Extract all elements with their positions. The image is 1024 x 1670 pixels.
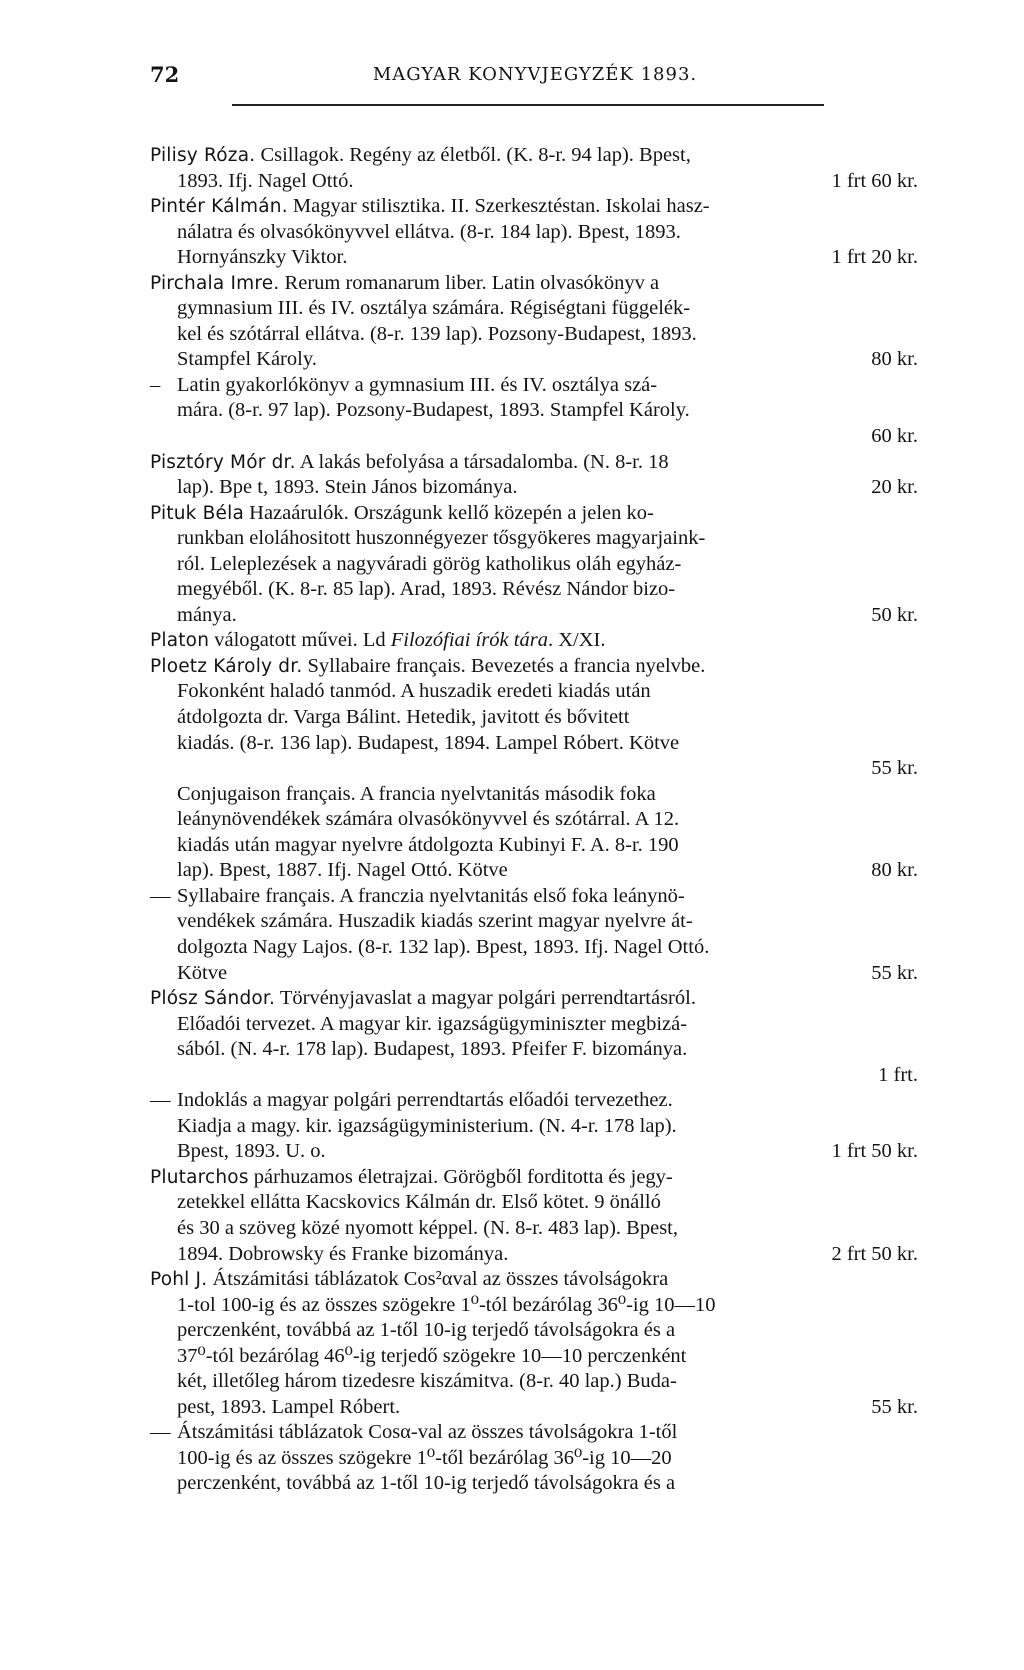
entry-line	[150, 194, 918, 220]
entry-line	[150, 1114, 918, 1140]
entry-text: Indoklás a magyar polgári perrendtartás előadói tervezethez.	[177, 1089, 673, 1112]
entry-author: Pilisy Róza.	[150, 145, 256, 166]
entry-text: A lakás befolyása a társadalomba. (N. 8-r. 18	[295, 450, 669, 473]
entry-text: megyéből. (K. 8-r. 85 lap). Arad, 1893. Révész Nándor bizo-	[177, 578, 676, 601]
entry-line	[150, 1216, 918, 1242]
entry-line	[150, 654, 918, 680]
entry-line	[150, 1471, 918, 1497]
entry-line	[150, 961, 918, 987]
price: 1 frt 60 kr.	[831, 169, 918, 192]
entry-text: Syllabaire français. A franczia nyelvtanitás első foka leánynö-	[177, 884, 685, 907]
dash-mark: —	[150, 884, 171, 907]
entry-line	[150, 858, 918, 884]
entry-line	[150, 271, 918, 297]
entry-line	[150, 296, 918, 322]
entry-line	[150, 679, 918, 705]
entry-text: kiadás után magyar nyelvre átdolgozta Kubinyi F. A. 8-r. 190	[177, 833, 679, 856]
price: 2 frt 50 kr.	[831, 1242, 918, 1265]
entry-text: 1893. Ifj. Nagel Ottó.	[177, 169, 354, 192]
entry-line	[150, 1344, 918, 1370]
entry-author: Pisztóry Mór dr.	[150, 451, 296, 473]
entry-text: perczenként, továbbá az 1-től 10-ig terjedő távolságokra és a	[177, 1319, 676, 1342]
entry-line	[150, 1012, 918, 1038]
entry-text: Hornyánszky Viktor.	[177, 246, 348, 269]
entry-line	[150, 756, 918, 782]
entry-text: Átszámitási táblázatok Cos²αval az összes távolságokra	[207, 1268, 669, 1291]
entry-text: . X/XI.	[547, 629, 606, 652]
entry-line	[150, 909, 918, 935]
price: 1 frt.	[878, 1063, 918, 1086]
entry-line	[150, 1242, 918, 1268]
entry-line	[150, 322, 918, 348]
entry-text: Magyar stilisztika. II. Szerkesztéstan. Iskolai hasz-	[287, 195, 710, 218]
entry-line	[150, 1318, 918, 1344]
entry-text: Bpest, 1893. U. o.	[177, 1140, 326, 1163]
entry-line	[150, 450, 918, 476]
entry-text: Kiadja a magy. kir. igazságügyministerium. (N. 4-r. 178 lap).	[177, 1114, 677, 1137]
entry-text: vendékek számára. Huszadik kiadás szerint magyar nyelvre át-	[177, 910, 693, 933]
bibliography-entries	[150, 143, 918, 1497]
entry-line	[150, 782, 918, 808]
entry-text: Latin gyakorlókönyv a gymnasium III. és IV. osztálya szá-	[177, 373, 658, 396]
entry-line	[150, 398, 918, 424]
entry-line	[150, 245, 918, 271]
entry-text: 100-ig és az összes szögekre 1⁰-től bezárólag 36⁰-ig 10—20	[177, 1446, 672, 1469]
entry-text: lap). Bpest, 1887. Ifj. Nagel Ottó. Kötve	[177, 859, 508, 882]
entry-text: kel és szótárral ellátva. (8-r. 139 lap). Pozsony-Budapest, 1893.	[177, 322, 697, 345]
entry-line	[150, 347, 918, 373]
entry-text: válogatott művei. Ld	[209, 629, 391, 652]
entry-text: leánynövendékek számára olvasókönyvvel és szótárral. A 12.	[177, 808, 680, 831]
entry-line	[150, 1293, 918, 1319]
page-number: 72	[150, 62, 180, 87]
entry-line	[150, 807, 918, 833]
entry-text: és 30 a szöveg közé nyomott képpel. (N. 8-r. 483 lap). Bpest,	[177, 1216, 678, 1239]
entry-text: Rerum romanarum liber. Latin olvasókönyv a	[279, 271, 660, 294]
entry-text: kiadás. (8-r. 136 lap). Budapest, 1894. Lampel Róbert. Kötve	[177, 731, 680, 754]
entry-text: Csillagok. Regény az életből. (K. 8-r. 94 lap). Bpest,	[255, 144, 691, 166]
entry-author: Pintér Kálmán.	[150, 196, 288, 218]
entry-line	[150, 1139, 918, 1165]
entry-text: runkban eloláhositott huszonnégyezer tősgyökeres magyarjaink-	[177, 527, 706, 550]
entry-line	[150, 220, 918, 246]
price: 55 kr.	[871, 1395, 918, 1418]
entry-line	[150, 1395, 918, 1421]
entry-text: két, illetőleg három tizedesre kiszámitva. (8-r. 40 lap.) Buda-	[177, 1370, 677, 1393]
entry-author: Pirchala Imre.	[150, 272, 280, 294]
entry-line	[150, 603, 918, 629]
dash-mark: –	[150, 373, 161, 396]
entry-text: Előadói tervezet. A magyar kir. igazságügyminiszter megbizá-	[177, 1012, 688, 1035]
entry-text: zetekkel ellátta Kacskovics Kálmán dr. Első kötet. 9 önálló	[177, 1191, 661, 1214]
entry-text: Törvényjavaslat a magyar polgári perrendtartásról.	[275, 987, 696, 1010]
page-header	[150, 62, 920, 90]
dash-mark: —	[150, 1089, 171, 1112]
entry-text: dolgozta Nagy Lajos. (8-r. 132 lap). Bpest, 1893. Ifj. Nagel Ottó.	[177, 935, 710, 958]
entry-text: 37⁰-tól bezárólag 46⁰-ig terjedő szögekre 10—10 perczenként	[177, 1344, 687, 1367]
entry-line	[150, 628, 918, 654]
entry-text: nálatra és olvasókönyvvel ellátva. (8-r. 184 lap). Bpest, 1893.	[177, 220, 681, 243]
entry-line	[150, 169, 918, 195]
entry-line	[150, 424, 918, 450]
entry-line	[150, 1088, 918, 1114]
entry-line	[150, 705, 918, 731]
entry-text: Fokonként haladó tanmód. A huszadik eredeti kiadás után	[177, 680, 651, 703]
entry-line	[150, 1420, 918, 1446]
entry-text: lap). Bpe t, 1893. Stein János bizománya.	[177, 476, 518, 499]
entry-text: mára. (8-r. 97 lap). Pozsony-Budapest, 1893. Stampfel Károly.	[177, 399, 690, 422]
entry-line	[150, 1446, 918, 1472]
price: 1 frt 20 kr.	[831, 246, 918, 269]
entry-text: Syllabaire français. Bevezetés a francia nyelvbe.	[302, 654, 706, 677]
entry-author: Pituk Béla	[150, 502, 245, 524]
running-title: MAGYAR KONYVJEGYZÉK 1893.	[372, 64, 698, 85]
entry-text: pest, 1893. Lampel Róbert.	[177, 1395, 401, 1418]
entry-italic: Filozófiai írók tára	[390, 629, 548, 652]
entry-line	[150, 526, 918, 552]
price: 60 kr.	[871, 425, 918, 448]
entry-author: Plósz Sándor.	[150, 988, 276, 1010]
entry-line	[150, 1165, 918, 1191]
entry-text: mánya.	[177, 603, 237, 626]
entry-line	[150, 884, 918, 910]
entry-text: Kötve	[177, 961, 228, 984]
entry-text: Hazaárulók. Országunk kellő közepén a jelen ko-	[244, 501, 654, 524]
dash-mark: —	[150, 1421, 171, 1444]
header-rule	[232, 104, 824, 106]
entry-text: Stampfel Károly.	[177, 348, 317, 371]
entry-line	[150, 475, 918, 501]
entry-text: sából. (N. 4-r. 178 lap). Budapest, 1893. Pfeifer F. bizománya.	[177, 1038, 688, 1061]
entry-line	[150, 731, 918, 757]
entry-line	[150, 373, 918, 399]
entry-line	[150, 501, 918, 527]
entry-line	[150, 552, 918, 578]
entry-author: Plutarchos	[150, 1166, 249, 1188]
entry-author: Pohl J.	[150, 1269, 208, 1291]
entry-text: 1-tol 100-ig és az összes szögekre 1⁰-tól bezárólag 36⁰-ig 10—10	[177, 1293, 716, 1316]
price: 55 kr.	[871, 961, 918, 984]
entry-line	[150, 1190, 918, 1216]
entry-line	[150, 1063, 918, 1089]
price: 55 kr.	[871, 757, 918, 780]
entry-text: párhuzamos életrajzai. Görögből forditotta és jegy-	[248, 1165, 673, 1188]
entry-author: Platon	[150, 630, 210, 652]
entry-line	[150, 1037, 918, 1063]
entry-line	[150, 143, 918, 169]
entry-text: ról. Leleplezések a nagyváradi görög katholikus oláh egyház-	[177, 552, 682, 575]
entry-line	[150, 935, 918, 961]
price: 50 kr.	[871, 603, 918, 626]
entry-line	[150, 1369, 918, 1395]
entry-author: Ploetz Károly dr.	[150, 655, 303, 677]
price: 1 frt 50 kr.	[831, 1140, 918, 1163]
entry-text: gymnasium III. és IV. osztálya számára. Régiségtani függelék-	[177, 297, 691, 320]
price: 80 kr.	[871, 348, 918, 371]
entry-text: Átszámitási táblázatok Cosα-val az összes távolságokra 1-től	[177, 1421, 678, 1444]
entry-line	[150, 986, 918, 1012]
price: 80 kr.	[871, 859, 918, 882]
entry-line	[150, 1267, 918, 1293]
entry-text: perczenként, továbbá az 1-től 10-ig terjedő távolságokra és a	[177, 1472, 676, 1495]
price: 20 kr.	[871, 476, 918, 499]
entry-text: Conjugaison français. A francia nyelvtanitás második foka	[177, 782, 656, 805]
entry-line	[150, 833, 918, 859]
entry-line	[150, 577, 918, 603]
entry-text: átdolgozta dr. Varga Bálint. Hetedik, javitott és bővitett	[177, 706, 630, 729]
entry-text: 1894. Dobrowsky és Franke bizománya.	[177, 1242, 509, 1265]
